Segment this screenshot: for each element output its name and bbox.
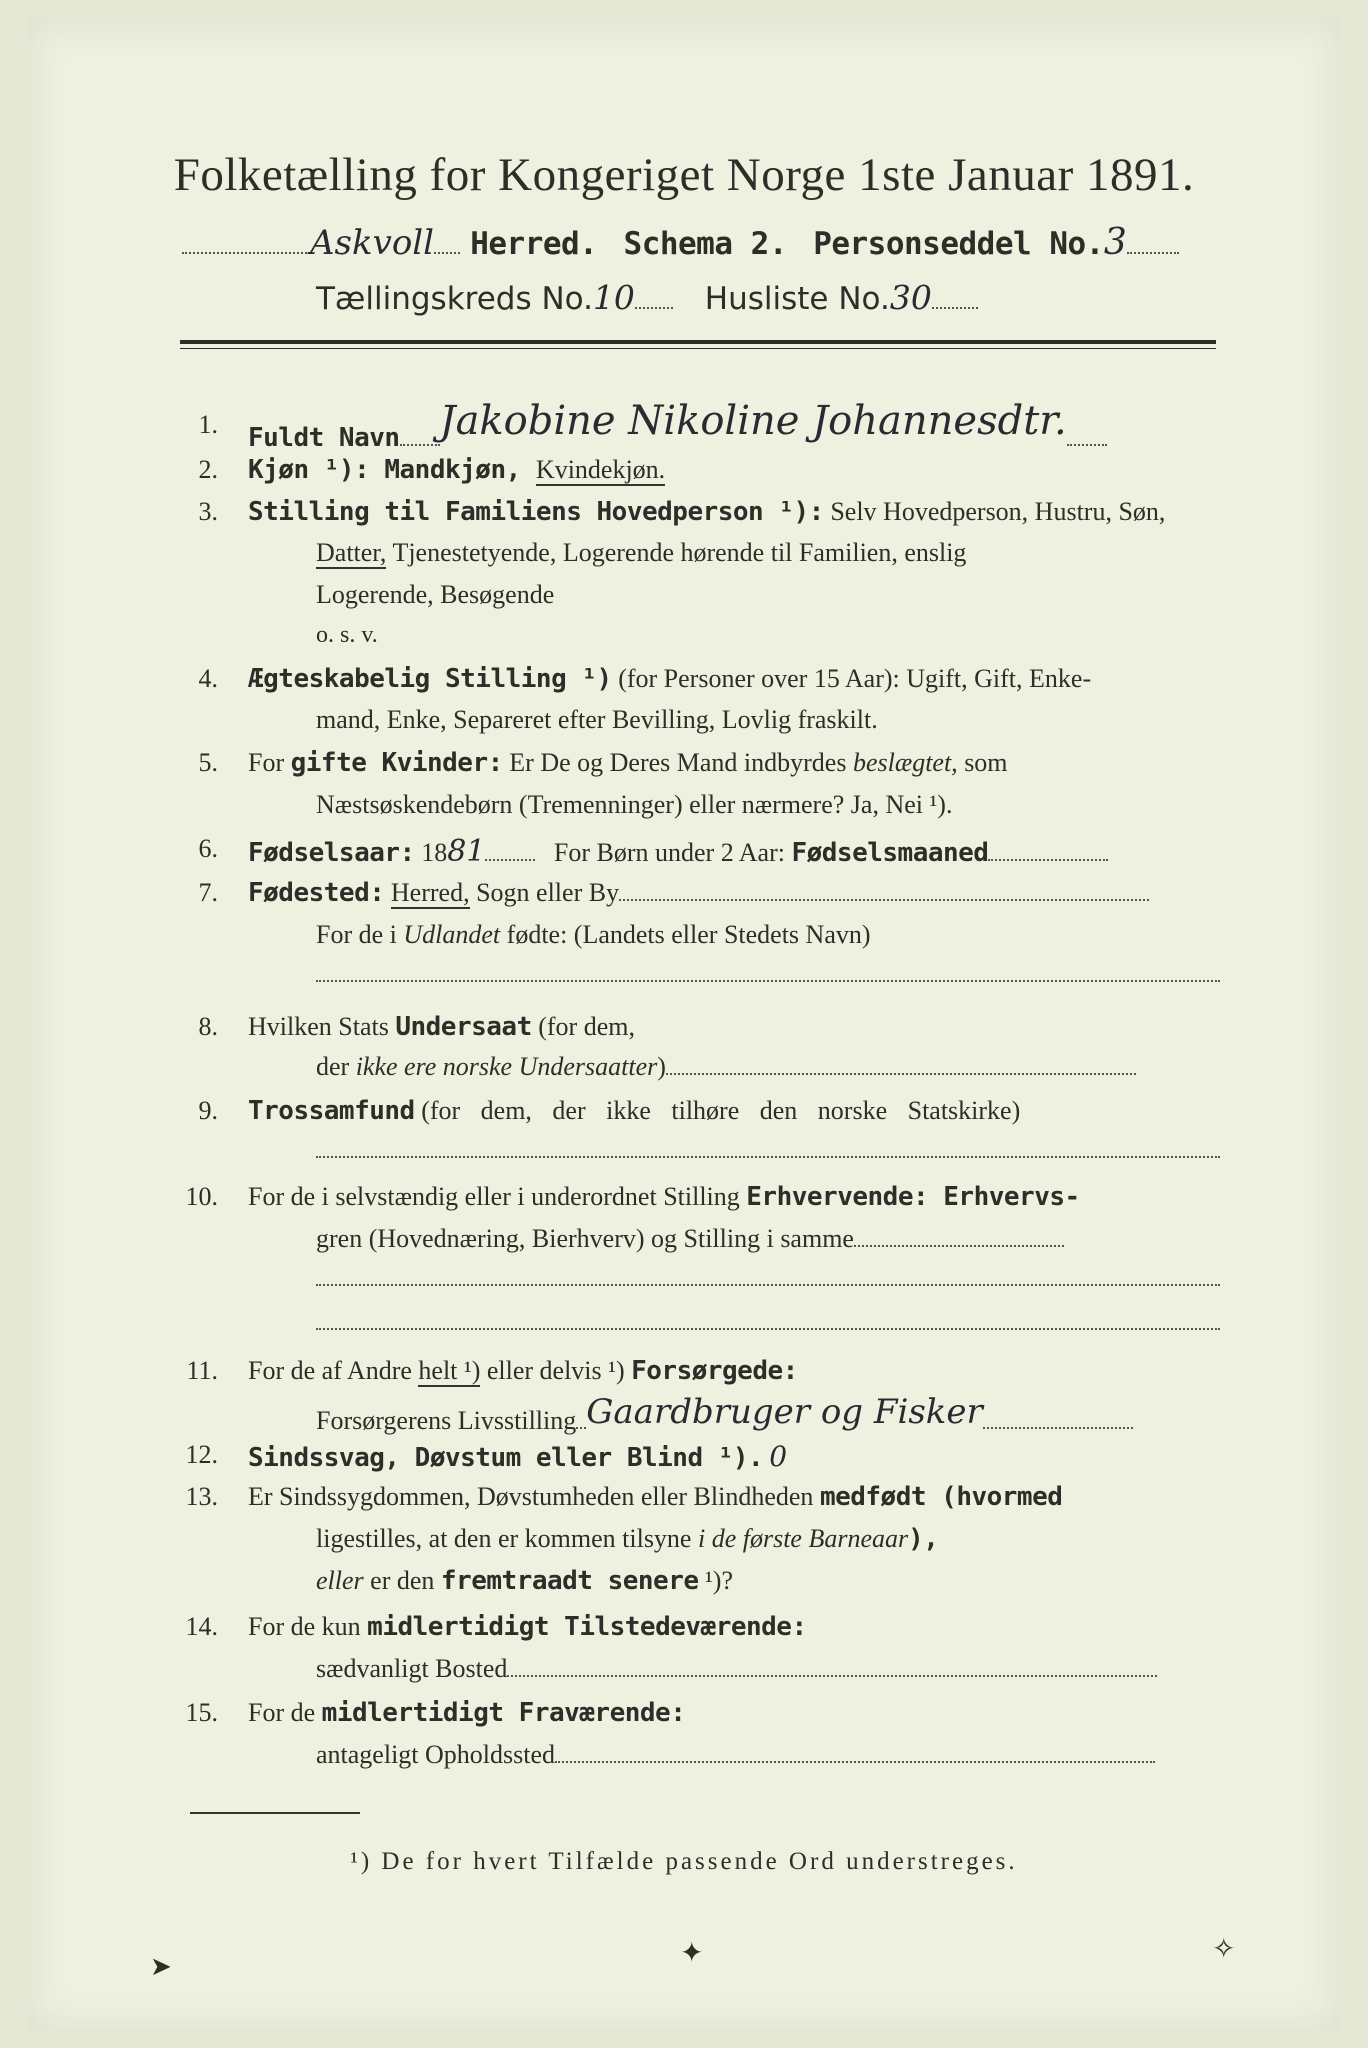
q7-line2-italic: Udlandet xyxy=(403,920,501,949)
header-divider-thin xyxy=(180,348,1216,349)
herred-label: Herred. xyxy=(470,226,598,262)
q3-label: Stilling til Familiens Hovedperson ¹): xyxy=(248,497,824,527)
q2-row xyxy=(248,455,665,485)
personseddel-label: Personseddel No. xyxy=(813,226,1104,262)
q5-italic: beslægtet, xyxy=(852,748,958,777)
q14-line1-a: For de kun xyxy=(248,1612,368,1641)
q8-row-2 xyxy=(316,1052,1136,1082)
q13-row-1 xyxy=(248,1482,1062,1512)
q4-line1-rest: (for Personer over 15 Aar): Ugift, Gift, Enke- xyxy=(618,664,1092,693)
q5-line1-rest: Er De og Deres Mand indbyrdes xyxy=(502,748,853,777)
q13-number: 13. xyxy=(185,1482,218,1511)
q7-row-2 xyxy=(316,920,871,950)
q5-row-1 xyxy=(248,748,1008,778)
q14-row-2 xyxy=(316,1654,1157,1684)
footnote: ¹) De for hvert Tilfælde passende Ord understreges. xyxy=(350,1848,1018,1875)
q6-label: Fødselsaar: xyxy=(248,838,415,868)
q15-row-1 xyxy=(248,1698,685,1728)
q8-line1-a: Hvilken Stats xyxy=(248,1012,396,1041)
q6-number: 6. xyxy=(198,834,218,863)
personseddel-value: 3 xyxy=(1103,222,1127,263)
q14-line2: sædvanligt Bosted xyxy=(316,1654,508,1683)
footnote-divider xyxy=(190,1812,360,1814)
q3-line2-rest: Tjenestetyende, Logerende hørende til Familien, enslig xyxy=(392,538,967,567)
q3-row-3: Logerende, Besøgende xyxy=(316,580,555,609)
q4-label: Ægteskabelig Stilling ¹) xyxy=(248,664,612,694)
q1-row xyxy=(248,398,1107,456)
q10-number: 10. xyxy=(185,1182,218,1211)
q5-number: 5. xyxy=(198,748,218,777)
q9-rest: (for dem, der ikke tilhøre den norske Statskirke) xyxy=(421,1096,1021,1125)
q10-fill-line-2 xyxy=(316,1328,1220,1330)
husliste-label: Husliste No. xyxy=(704,281,890,317)
husliste-value: 30 xyxy=(889,278,932,317)
q8-label: Undersaat xyxy=(395,1012,532,1042)
q12-label: Sindssvag, Døvstum eller Blind ¹). xyxy=(248,1443,764,1473)
q3-row-2 xyxy=(316,538,966,568)
q3-row-1 xyxy=(248,497,1165,527)
taellingskreds-value: 10 xyxy=(592,278,635,317)
q13-line2-italic: i de første Barneaar xyxy=(697,1524,909,1553)
q10-line2: gren (Hovednæring, Bierhverv) og Stilling i samme xyxy=(316,1224,854,1253)
q9-fill-line xyxy=(316,1156,1220,1158)
q2-underlined: Kvindekjøn. xyxy=(535,455,666,484)
q10-fill-line-1 xyxy=(316,1284,1220,1286)
q2-label: Kjøn ¹): Mandkjøn, xyxy=(248,455,536,485)
bottom-mark-center: ✦ xyxy=(680,1936,704,1969)
q4-row-2: mand, Enke, Separeret efter Bevilling, Lovlig fraskilt. xyxy=(316,705,878,734)
q11-underlined: helt ¹) xyxy=(418,1356,481,1385)
q7-underlined: Herred, xyxy=(390,878,470,907)
census-form-sheet xyxy=(28,18,1340,2032)
q15-line1-a: For de xyxy=(248,1698,322,1727)
q13-row-2 xyxy=(316,1524,938,1554)
q9-number: 9. xyxy=(198,1096,218,1125)
q7-fill-line xyxy=(316,980,1220,982)
q11-number: 11. xyxy=(186,1356,218,1385)
q12-number: 12. xyxy=(185,1440,218,1469)
q7-number: 7. xyxy=(198,878,218,907)
q3-number: 3. xyxy=(198,497,218,526)
q11-label: Forsørgede: xyxy=(631,1356,798,1386)
q14-number: 14. xyxy=(185,1612,218,1641)
q7-label: Fødested: xyxy=(248,878,385,908)
q9-label: Trossamfund xyxy=(248,1096,415,1126)
q8-line1-b: (for dem, xyxy=(531,1012,635,1041)
bottom-mark-right: ✧ xyxy=(1212,1932,1236,1965)
q2-number: 2. xyxy=(198,455,218,484)
q6-value: 81 xyxy=(447,834,486,869)
q3-line1-rest: Selv Hovedperson, Hustru, Søn, xyxy=(830,497,1166,526)
form-title: Folketælling for Kongeriget Norge 1ste Januar 1891. xyxy=(173,149,1195,201)
schema-label: Schema 2. xyxy=(623,226,788,262)
q9-row xyxy=(248,1096,1020,1126)
q13-line3-a: er den xyxy=(363,1566,441,1595)
bottom-mark-left: ➤ xyxy=(150,1952,172,1982)
q4-number: 4. xyxy=(198,664,218,693)
q7-line2-a: For de i xyxy=(316,920,404,949)
header-line-1 xyxy=(182,222,1179,263)
q13-label: medfødt (hvormed xyxy=(819,1482,1063,1512)
q8-line2-b: ) xyxy=(657,1052,666,1081)
q11-row-2 xyxy=(316,1392,1133,1438)
q8-line2-a: der xyxy=(316,1052,356,1081)
q3-row-4: o. s. v. xyxy=(316,622,378,648)
q15-label: midlertidigt Fraværende: xyxy=(321,1698,686,1728)
q3-underlined: Datter, xyxy=(316,538,387,567)
q15-row-2 xyxy=(316,1740,1155,1770)
q8-row-1 xyxy=(248,1012,635,1042)
q11-line1-a: For de af Andre xyxy=(248,1356,419,1385)
q1-value: Jakobine Nikoline Johannesdtr. xyxy=(439,398,1067,444)
q10-label: Erhvervende: Erhvervs- xyxy=(746,1182,1080,1212)
q13-line2-a: ligestilles, at den er kommen tilsyne xyxy=(316,1524,698,1553)
q11-row-1 xyxy=(248,1356,798,1386)
q5-label: gifte Kvinder: xyxy=(290,748,503,778)
q4-row-1 xyxy=(248,664,1091,694)
q13-line2-b: ), xyxy=(908,1524,939,1554)
header-divider-thick xyxy=(180,340,1216,344)
q13-line1-a: Er Sindssygdommen, Døvstumheden eller Blindheden xyxy=(248,1482,820,1511)
q12-row xyxy=(248,1440,787,1473)
q10-row-2 xyxy=(316,1224,1064,1254)
q7-line1-rest: Sogn eller By xyxy=(476,878,620,907)
q14-row-1 xyxy=(248,1612,807,1642)
q6-prefix: 18 xyxy=(421,838,448,867)
q1-number: 1. xyxy=(198,410,218,439)
q11-line1-b: eller delvis ¹) xyxy=(480,1356,632,1385)
taellingskreds-label: Tællingskreds No. xyxy=(316,281,593,317)
q11-value: Gaardbruger og Fisker xyxy=(586,1392,983,1432)
q13-line3-b: ¹)? xyxy=(698,1566,734,1595)
q7-line2-b: fødte: (Landets eller Stedets Navn) xyxy=(500,920,871,949)
q13-line3-bold: fremtraadt senere xyxy=(440,1566,699,1596)
q10-row-1 xyxy=(248,1182,1080,1212)
q7-row-1 xyxy=(248,878,1149,908)
header-line-2 xyxy=(316,278,978,317)
q8-line2-italic: ikke ere norske Undersaatter xyxy=(355,1052,658,1081)
q15-number: 15. xyxy=(185,1698,218,1727)
q15-line2: antageligt Opholdssted xyxy=(316,1740,556,1769)
q14-label: midlertidigt Tilstedeværende: xyxy=(367,1612,807,1642)
q11-line2: Forsørgerens Livsstilling xyxy=(316,1406,577,1435)
q12-value: 0 xyxy=(769,1440,788,1473)
q6-rest: For Børn under 2 Aar: xyxy=(553,838,792,867)
q6-row xyxy=(248,834,1108,869)
q10-line1-a: For de i selvstændig eller i underordnet Stilling xyxy=(248,1182,747,1211)
q13-row-3 xyxy=(316,1566,733,1596)
q1-label: Fuldt Navn xyxy=(248,423,400,453)
q13-line3-italic: eller xyxy=(316,1566,364,1595)
q5-row-2: Næstsøskendebørn (Tremenninger) eller nærmere? Ja, Nei ¹). xyxy=(316,790,953,819)
q6-rest-bold: Fødselsmaaned xyxy=(791,838,989,868)
q5-line1-end: som xyxy=(957,748,1008,777)
herred-value: Askvoll xyxy=(310,223,435,263)
q8-number: 8. xyxy=(198,1012,218,1041)
q5-line1-a: For xyxy=(248,748,291,777)
